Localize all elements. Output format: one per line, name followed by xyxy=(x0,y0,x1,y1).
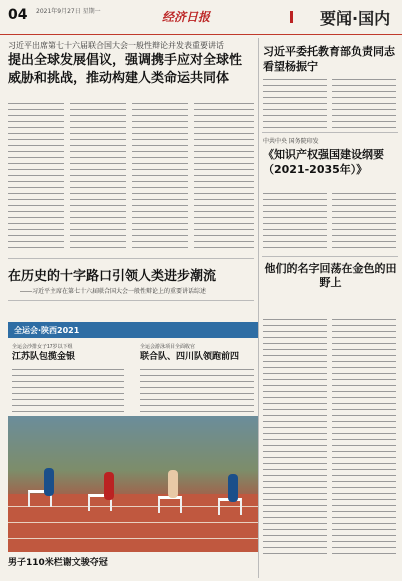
names-body-2 xyxy=(332,316,396,554)
right-divider-1 xyxy=(262,132,398,133)
column-divider xyxy=(258,38,259,578)
sports-right-kicker: 全运会游泳项目全面收官 xyxy=(140,344,196,350)
page-number: 04 xyxy=(8,7,28,23)
photo-caption: 男子110米栏谢文骏夺冠 xyxy=(8,558,108,568)
lead-body-col-3 xyxy=(132,100,188,250)
lead-headline-line-2: 威胁和挑战，推动构建人类命运共同体 xyxy=(8,71,230,86)
runner xyxy=(228,474,238,502)
history-rule xyxy=(8,300,254,301)
right-mid-body-1 xyxy=(263,190,327,252)
sports-left-headline: 江苏队包揽金银 xyxy=(12,352,76,362)
lead-body-col-4 xyxy=(194,100,254,250)
sports-banner-label: 全运会·陕西2021 xyxy=(14,326,80,335)
hurdle xyxy=(158,496,182,513)
sports-right-headline: 联合队、四川队领跑前四 xyxy=(140,352,240,362)
lead-headline xyxy=(8,52,254,88)
sports-banner xyxy=(8,322,258,338)
lead-body-col-2 xyxy=(70,100,126,250)
runner xyxy=(168,470,178,498)
sports-left-kicker: 全运会沙排女子17岁以下组 xyxy=(12,344,73,350)
history-headline: 在历史的十字路口引领人类进步潮流 xyxy=(8,269,217,284)
right-top-headline: 习近平委托教育部负责同志看望杨振宁 xyxy=(263,45,395,73)
runner xyxy=(104,472,114,500)
names-headline: 他们的名字回荡在金色的田野上 xyxy=(264,262,397,289)
hurdles-photo xyxy=(8,416,258,552)
right-mid-body-2 xyxy=(332,190,396,252)
date-line: 2021年9月27日 星期一 xyxy=(36,8,101,15)
right-top-body-2 xyxy=(332,76,396,128)
history-divider xyxy=(8,258,254,259)
names-body-1 xyxy=(263,316,327,554)
sports-right-body xyxy=(140,366,254,412)
right-mid-kicker: 中共中央 国务院印发 xyxy=(263,139,319,145)
brand-logo: 经济日报 xyxy=(162,10,211,24)
history-kicker: ——习近平主席在第七十六届联合国大会一般性辩论上的重要讲话综述 xyxy=(20,289,207,295)
right-divider-2 xyxy=(262,256,398,257)
right-top-body-1 xyxy=(263,76,327,128)
runner xyxy=(44,468,54,496)
right-mid-story xyxy=(263,136,398,177)
masthead xyxy=(0,0,402,35)
sports-left-body xyxy=(12,366,124,412)
lead-headline-line-1: 提出全球发展倡议，强调携手应对全球性 xyxy=(8,53,243,68)
lead-kicker: 习近平出席第七十六届联合国大会一般性辩论并发表重要讲话 xyxy=(8,41,224,50)
right-mid-headline: 《知识产权强国建设纲要（2021-2035年）》 xyxy=(263,148,384,176)
section-marker xyxy=(290,11,293,23)
section-title: 要闻·国内 xyxy=(320,9,391,28)
lead-body-col-1 xyxy=(8,100,64,250)
